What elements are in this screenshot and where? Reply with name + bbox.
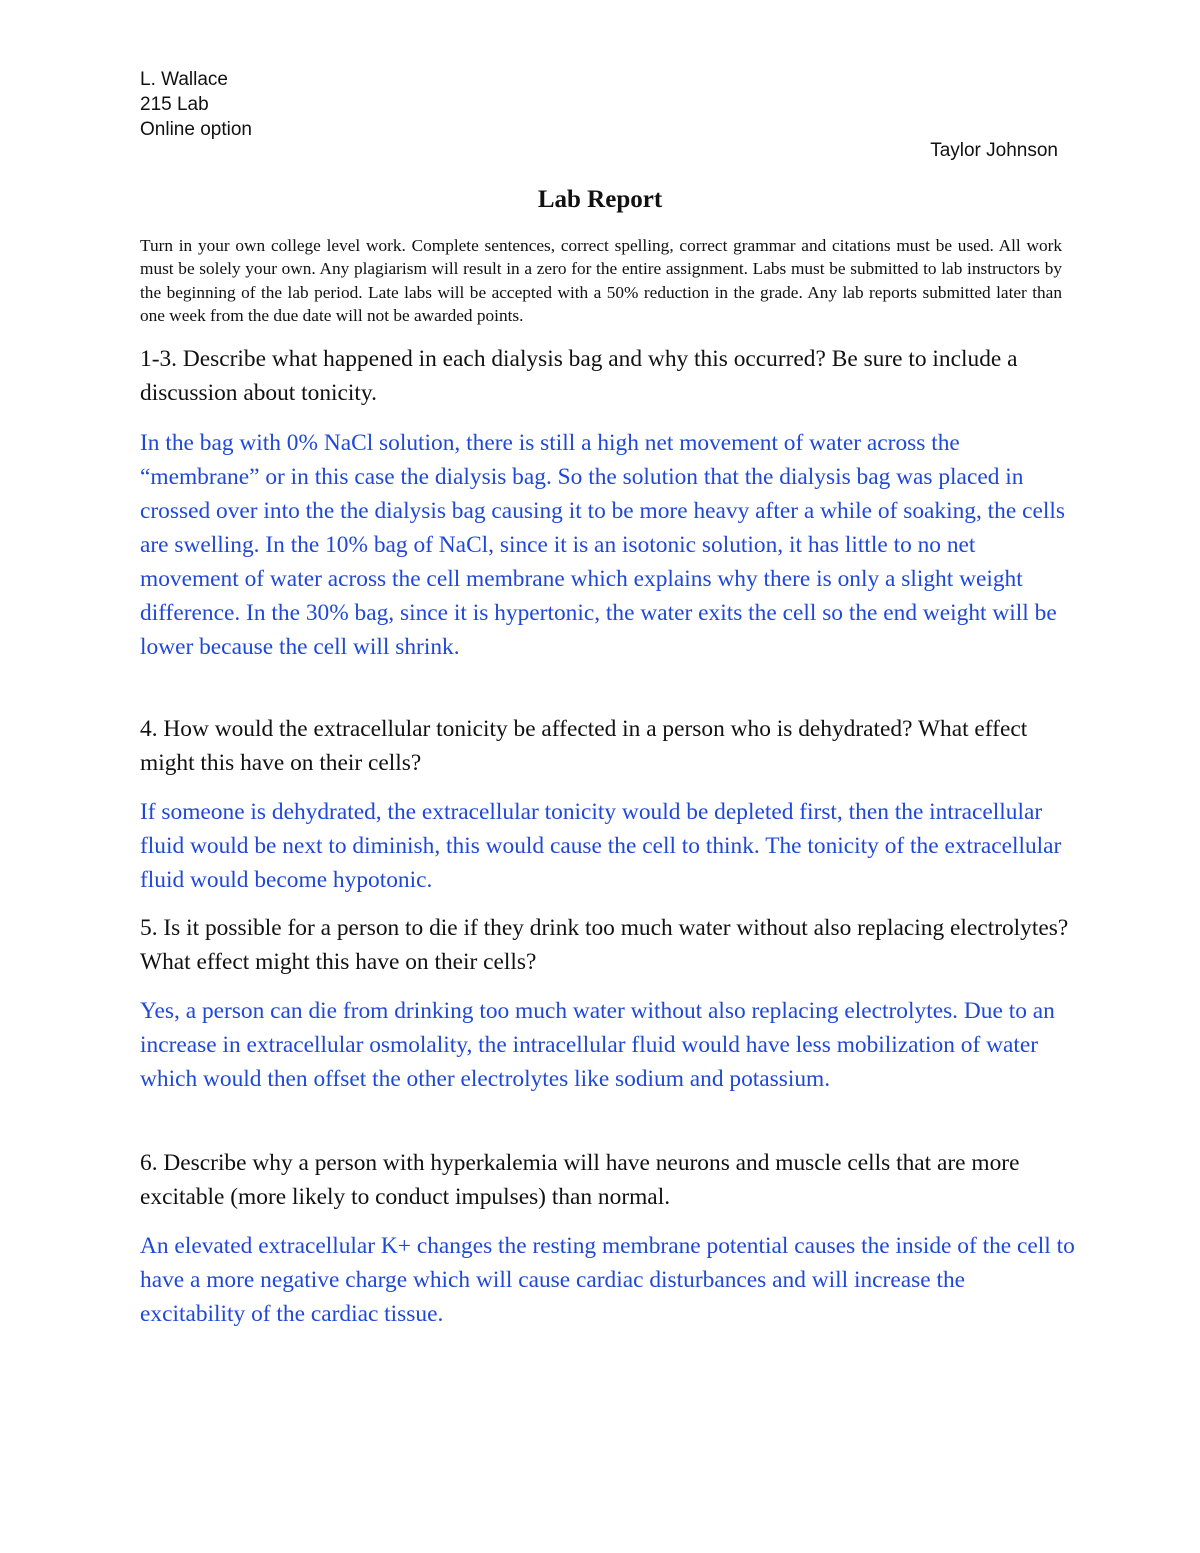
answer-5: Yes, a person can die from drinking too much water without also replacing electrolytes. Due to an increase in extracellular osmolality, the intracellular fluid would have less mobilization of water which would then offset the other electrolytes like sodium and potassium. bbox=[140, 998, 1055, 1092]
question-6: 6. Describe why a person with hyperkalemia will have neurons and muscle cells that are more excitable (more likely to conduct impulses) than normal. bbox=[140, 1150, 1020, 1210]
answer-4: If someone is dehydrated, the extracellular tonicity would be depleted first, then the intracellular fluid would be next to diminish, this would cause the cell to think. The tonicity of the extracellular fluid would become hypotonic. bbox=[140, 799, 1062, 893]
student-name: Taylor Johnson bbox=[930, 140, 1058, 161]
instructions-paragraph: Turn in your own college level work. Complete sentences, correct spelling, correct grammar and citations must be used. All work must be solely your own. Any plagiarism will result in a zero for the entire assignment. Labs must be submitted to lab instructors by the beginning of the lab period. Late labs will be accepted with a 50% reduction in the grade. Any lab reports submitted later than one week from the due date will not be awarded points. bbox=[140, 236, 1062, 325]
answer-1-3: In the bag with 0% NaCl solution, there is still a high net movement of water across the “membrane” or in this case the dialysis bag. So the solution that the dialysis bag was placed in crossed over into the the dialysis bag causing it to be more heavy after a while of soaking, the cells are swelling. In the 10% bag of NaCl, since it is an isotonic solution, it has little to no net movement of water across the cell membrane which explains why there is only a slight weight difference. In the 30% bag, since it is hypertonic, the water exits the cell so the end weight will be lower because the cell will shrink. bbox=[140, 430, 1065, 660]
question-1-3: 1-3. Describe what happened in each dialysis bag and why this occurred? Be sure to include a discussion about tonicity. bbox=[140, 346, 1018, 406]
answer-6: An elevated extracellular K+ changes the resting membrane potential causes the inside of the cell to have a more negative charge which will cause cardiac disturbances and will increase the excitability of the cardiac tissue. bbox=[140, 1233, 1075, 1327]
question-4: 4. How would the extracellular tonicity be affected in a person who is dehydrated? What effect might this have on their cells? bbox=[140, 716, 1028, 776]
course-option: Online option bbox=[140, 119, 252, 140]
page-title: Lab Report bbox=[537, 186, 663, 213]
question-5: 5. Is it possible for a person to die if they drink too much water without also replacing electrolytes? What effect might this have on their cells? bbox=[140, 915, 1069, 975]
instructor-name: L. Wallace bbox=[140, 69, 228, 90]
course-name: 215 Lab bbox=[140, 94, 209, 115]
